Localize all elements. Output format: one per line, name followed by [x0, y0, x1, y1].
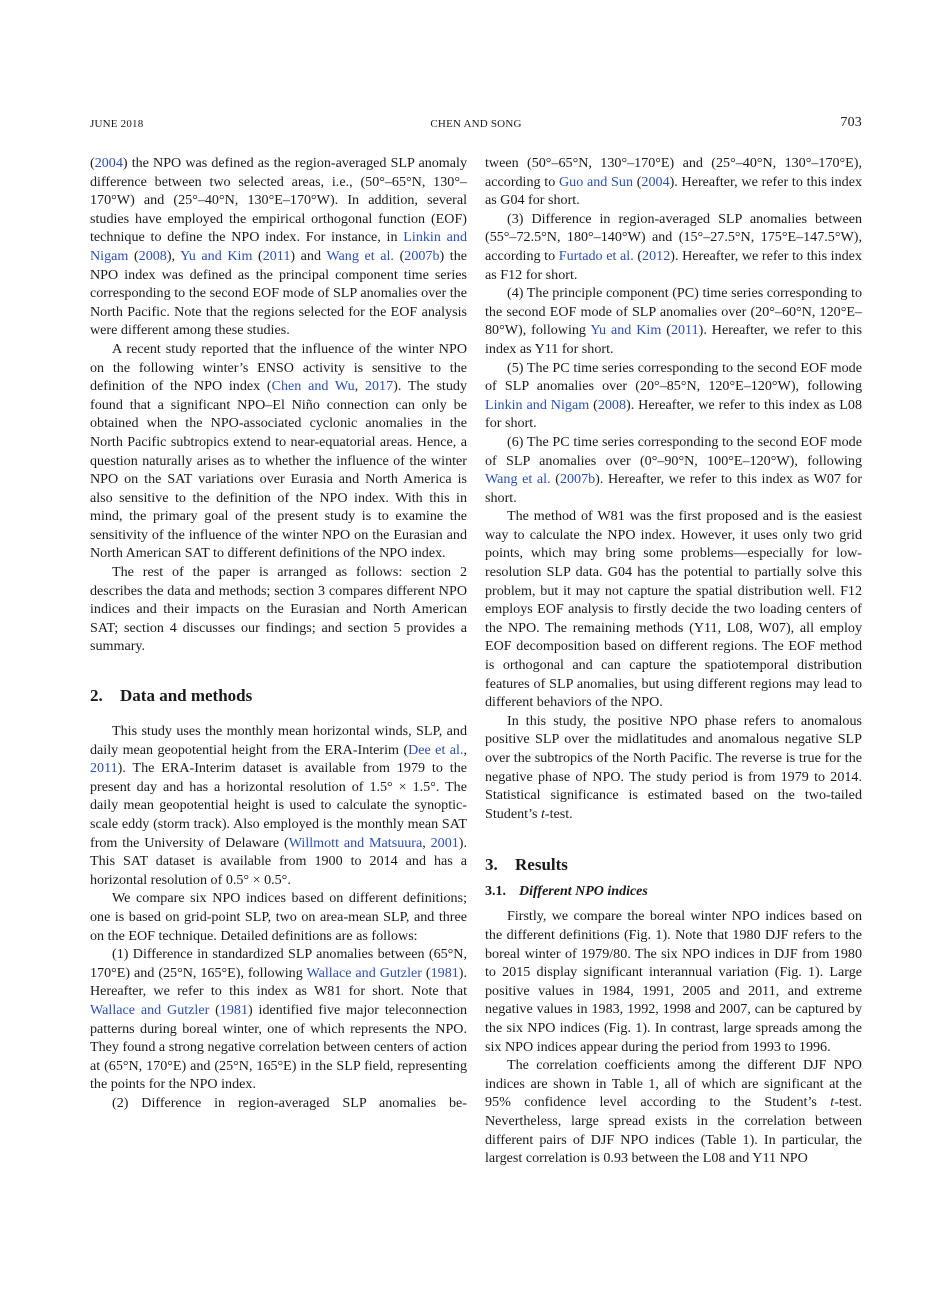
right-column	[485, 154, 862, 1168]
citation-link[interactable]: 2011	[262, 247, 291, 264]
paragraph: tween (50°–65°N, 130°–170°E) and (25°–40°N, 130°–170°E), according to Guo and Sun (2004). Hereafter, we refer to this index as G04 for short.	[485, 155, 862, 209]
citation-link[interactable]: 2007b	[404, 247, 440, 264]
paragraph: (5) The PC time series corresponding to the second EOF mode of SLP anomalies over (20°–85°N, 120°E–120°W), following Linkin and Nigam (2008). Hereafter, we refer to this index as L08 for short.	[485, 359, 862, 432]
citation-link[interactable]: Furtado et al.	[558, 247, 634, 264]
paragraph: (2) Difference in region-averaged SLP anomalies be-	[112, 1094, 467, 1111]
header-date: JUNE 2018	[90, 118, 144, 130]
citation-link[interactable]: Chen and Wu	[271, 378, 355, 395]
citation-link[interactable]: 1981	[430, 964, 459, 981]
paragraph: (1) Difference in standardized SLP anomalies between (65°N, 170°E) and (25°N, 165°E), following Wallace and Gutzler (1981). Hereafter, we refer to this index as W81 for short. Note that Wallace and Gutzler (1981) identified five major teleconnection patterns during boreal winter, one of which represents the NPO. They found a strong negative correlation between centers of action at (65°N, 170°E) and (25°N, 165°E) in the SLP field, representing the points for the NPO index.	[90, 946, 468, 1093]
header-authors: CHEN AND SONG	[430, 118, 522, 130]
citation-link[interactable]: Yu and Kim	[590, 322, 662, 339]
citation-link[interactable]: 2004	[94, 155, 123, 171]
paragraph: (4) The principle component (PC) time series corresponding to the second EOF mode of SLP anomalies over (20°–60°N, 120°E–80°W), following Yu and Kim (2011). Hereafter, we refer to this index as Y11 for short.	[485, 285, 862, 357]
page-number: 703	[840, 115, 862, 130]
paragraph: In this study, the positive NPO phase refers to anomalous positive SLP over the midlatitudes and anomalous negative SLP over the subtropics of the North Pacific. The reverse is true for the negative phase of NPO. The study period is from 1979 to 2014. Statistical significance is estimated based on the two-tailed Student’s t-test.	[485, 712, 862, 822]
citation-link[interactable]: 2001	[430, 834, 459, 851]
citation-link[interactable]: Dee et al.	[408, 741, 464, 758]
citation-link[interactable]: Wallace and Gutzler	[306, 964, 422, 981]
citation-link[interactable]: Wang et al.	[326, 247, 394, 264]
citation-link[interactable]: Linkin and Nigam	[90, 229, 467, 264]
citation-link[interactable]: 2008	[597, 396, 626, 413]
left-column	[90, 154, 467, 1113]
paragraph: (3) Difference in region-averaged SLP anomalies between (55°–72.5°N, 180°–140°W) and (15°–27.5°N, 175°E–147.5°W), according to Furtado et al. (2012). Hereafter, we refer to this index as F12 for short.	[485, 210, 862, 283]
citation-link[interactable]: 2007b	[559, 471, 596, 488]
citation-link[interactable]: Yu and Kim	[180, 247, 253, 264]
paragraph: (6) The PC time series corresponding to the second EOF mode of SLP anomalies over (0°–90°N, 100°E–120°W), following Wang et al. (2007b). Hereafter, we refer to this index as W07 for short.	[485, 433, 863, 506]
paragraph: The rest of the paper is arranged as follows: section 2 describes the data and methods; section 3 compares different NPO indices and their impacts on the Eurasian and North American SAT; section 4 discusses our findings; and section 5 provides a summary.	[90, 564, 467, 655]
citation-link[interactable]: 2004	[641, 173, 670, 190]
paragraph: (2004) the NPO was defined as the region-averaged SLP anomaly difference between two selected areas, i.e., (50°–65°N, 130°–170°W) and (25°–40°N, 130°E–170°W). In addition, several studies have employed the empirical orthogonal function (EOF) technique to define the NPO index. For instance, in Linkin and Nigam (2008), Yu and Kim (2011) and Wang et al. (2007b) the NPO index was defined as the principal component time series corresponding to the second EOF mode of SLP anomalies over the North Pacific. Note that the regions selected for the EOF analysis were different among these studies.	[90, 155, 468, 339]
paragraph: The correlation coefficients among the different DJF NPO indices are shown in Table 1, all of which are significant at the 95% confidence level according to the Student’s t-test. Nevertheless, large spread exists in the correlation between different pairs of DJF NPO indices (Table 1). In particular, the largest correlation is 0.93 between the L08 and Y11 NPO	[485, 1057, 862, 1167]
subsection-heading: 3.1. Different NPO indices	[485, 884, 648, 900]
section-heading: 2. Data and methods	[90, 686, 253, 706]
paragraph: A recent study reported that the influence of the winter NPO on the following winter’s ENSO activity is sensitive to the definition of the NPO index (Chen and Wu, 2017). The study found that a significant NPO–El Niño connection can only be obtained when the NPO-associated cyclonic anomalies in the North Pacific subtropics extend to near-equatorial areas. Hence, a question naturally arises as to whether the influence of the winter NPO on the SAT variations over Eurasia and North America is also sensitive to the definition of the NPO index. With this in mind, the primary goal of the present study is to examine the sensitivity of the influence of the winter NPO on the Eurasian and North American SAT to different definitions of the NPO index.	[90, 340, 467, 562]
paragraph: Firstly, we compare the boreal winter NPO indices based on the different definitions (Fig. 1). Note that 1980 DJF refers to the boreal winter of 1979/80. The six NPO indices in DJF from 1980 to 2015 display significant interannual variation (Fig. 1). Large positive values in 1984, 1991, 2005 and 2011, and extreme negative values in 1983, 1992, 1998 and 2007, can be captured by the six NPO indices (Fig. 1). In contrast, large spreads among the six NPO indices appear during the period from 1993 to 1996.	[485, 908, 862, 1055]
citation-link[interactable]: Willmott and Matsuura	[288, 834, 423, 851]
citation-link[interactable]: Guo and Sun	[558, 173, 633, 190]
paragraph: The method of W81 was the first proposed and is the easiest way to calculate the NPO index. However, it uses only two grid points, which may bring some problems—especially for low-resolution SLP data. G04 has the potential to partially solve this problem, but it may not capture the spatial distribution well. F12 employs EOF analysis to firstly decide the two loading centers of the NPO. The remaining methods (Y11, L08, W07), all employ EOF decomposition based on different regions. The EOF method is orthogonal and can capture the spatiotemporal distribution features of SLP anomalies, but using different regions may lead to different behaviors of the NPO.	[485, 508, 862, 711]
citation-link[interactable]: Wang et al.	[485, 471, 551, 488]
paragraph: We compare six NPO indices based on different definitions; one is based on grid-point SLP, two on area-mean SLP, and three on the EOF technique. Detailed definitions are as follows:	[90, 890, 467, 944]
citation-link[interactable]: 1981	[219, 1001, 249, 1018]
citation-link[interactable]: 2011	[670, 322, 699, 339]
section-heading: 3. Results	[485, 855, 568, 875]
citation-link[interactable]: 2011	[90, 760, 118, 777]
paragraph: This study uses the monthly mean horizontal winds, SLP, and daily mean geopotential height from the ERA-Interim (Dee et al., 2011). The ERA-Interim dataset is available from 1979 to the present day and has a horizontal resolution of 1.5° × 1.5°. The daily mean geopotential height is used to calculate the synoptic-scale eddy (storm track). Also employed is the monthly mean SAT from the University of Delaware (Willmott and Matsuura, 2001). This SAT dataset is available from 1900 to 2014 and has a horizontal resolution of 0.5° × 0.5°.	[90, 723, 468, 888]
citation-link[interactable]: Linkin and Nigam	[485, 396, 590, 413]
citation-link[interactable]: Wallace and Gutzler	[90, 1001, 210, 1018]
citation-link[interactable]: 2008	[138, 247, 167, 264]
running-header	[90, 116, 862, 136]
citation-link[interactable]: 2017	[364, 378, 394, 395]
citation-link[interactable]: 2012	[642, 247, 671, 264]
